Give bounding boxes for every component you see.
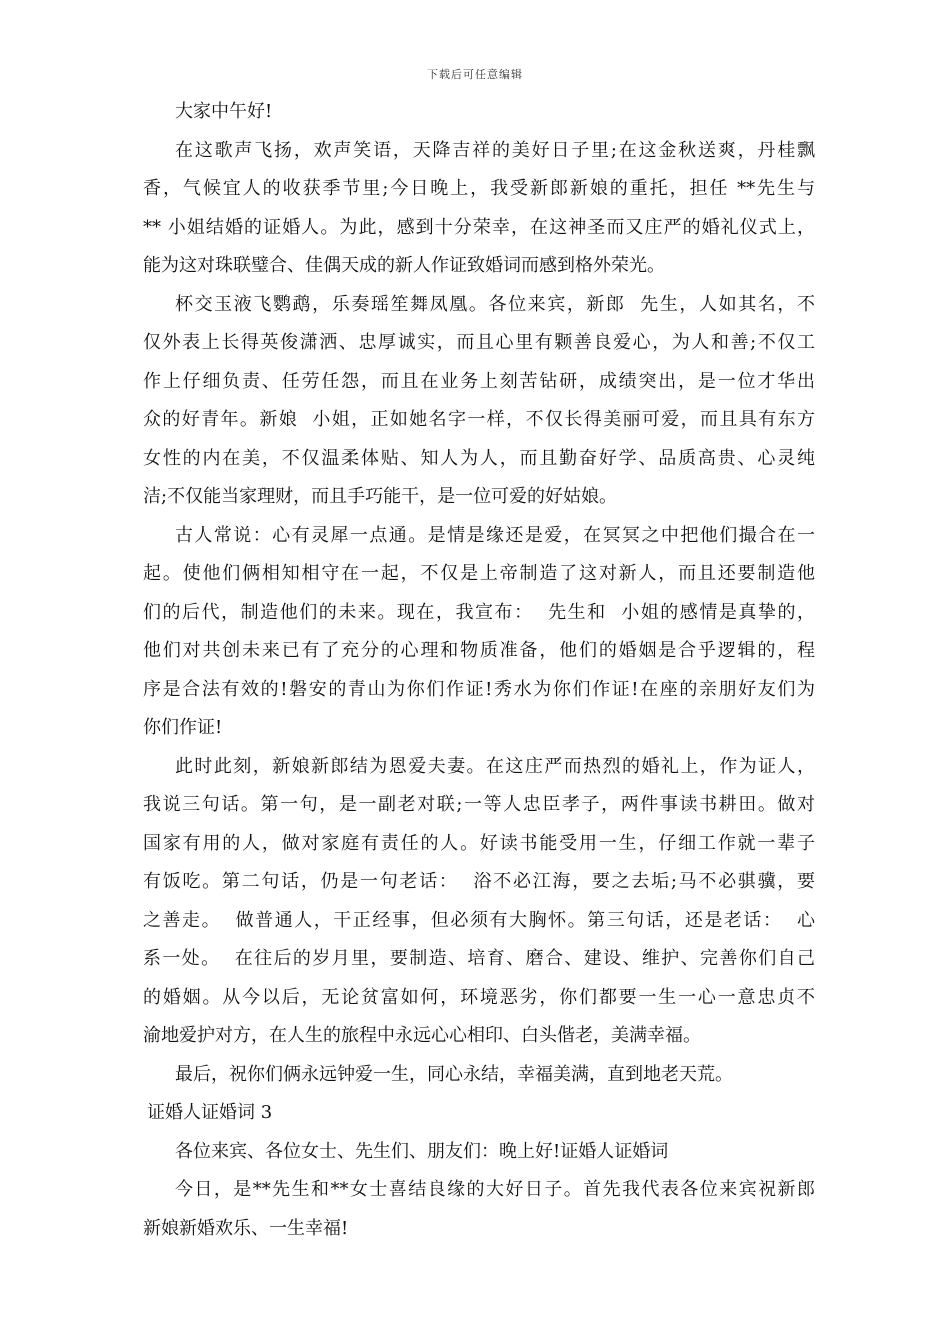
text-line: 之善走。 做普通人，干正经事，但必须有大胸怀。第三句话，还是老话： 心 (143, 909, 815, 931)
text-line: 最后，祝你们俩永远钟爱一生，同心永结，幸福美满，直到地老天荒。 (175, 1063, 733, 1085)
text-line: 众的好青年。新娘 小姐，正如她名字一样，不仅长得美丽可爱，而且具有东方 (143, 409, 815, 430)
text-line: 仅外表上长得英俊潇洒、忠厚诚实，而且心里有颗善良爱心，为人和善;不仅工 (143, 332, 815, 353)
text-line: 你们作证! (143, 717, 223, 738)
text-line: ** 小姐结婚的证婚人。为此，感到十分荣幸，在这神圣而又庄严的婚礼仪式上， (143, 216, 815, 238)
text-line: 我说三句话。第一句，是一副老对联;一等人忠臣孝子，两件事读书耕田。做对 (143, 794, 815, 815)
text-line: 古人常说：心有灵犀一点通。是情是缘还是爱，在冥冥之中把他们撮合在一 (175, 524, 815, 546)
text-line: 的婚姻。从今以后，无论贫富如何，环境恶劣，你们都要一生一心一意忠贞不 (143, 986, 815, 1008)
text-line: 杯交玉液飞鹦鹉，乐奏瑶笙舞凤凰。各位来宾，新郎 先生，人如其名，不 (175, 293, 815, 315)
text-line: 新娘新婚欢乐、一生幸福! (143, 1217, 349, 1239)
text-line: 能为这对珠联璧合、佳偶天成的新人作证致婚词而感到格外荣光。 (143, 255, 665, 276)
text-line: 他们对共创未来已有了充分的心理和物质准备，他们的婚姻是合乎逻辑的，程 (143, 640, 815, 661)
text-line: 香，气候宜人的收获季节里;今日晚上，我受新郎新娘的重托，担任 **先生与 (143, 178, 815, 199)
text-line: 各位来宾、各位女士、先生们、朋友们：晚上好!证婚人证婚词 (175, 1140, 669, 1162)
text-line: 女性的内在美，不仅温柔体贴、知人为人，而且勤奋好学、品质高贵、心灵纯 (143, 447, 815, 469)
text-line: 有饭吃。第二句话，仍是一句老话： 浴不必江海，要之去垢;马不必骐骥，要 (143, 871, 815, 892)
text-line: 此时此刻，新娘新郎结为恩爱夫妻。在这庄严而热烈的婚礼上，作为证人， (175, 755, 815, 777)
text-line: 作上仔细负责、任劳任怨，而且在业务上刻苦钻研，成绩突出，是一位才华出 (143, 370, 815, 392)
text-line: 国家有用的人，做对家庭有责任的人。好读书能受用一生，仔细工作就一辈子 (143, 832, 815, 854)
text-line: 们的后代，制造他们的未来。现在，我宣布： 先生和 小姐的感情是真挚的， (143, 601, 815, 623)
section-heading: 证婚人证婚词 3 (147, 1102, 273, 1123)
page-header: 下载后可任意编辑 (427, 68, 523, 81)
text-line: 序是合法有效的!磐安的青山为你们作证!秀水为你们作证!在座的亲朋好友们为 (143, 678, 815, 700)
text-line: 在这歌声飞扬，欢声笑语，天降吉祥的美好日子里;在这金秋送爽，丹桂飘 (175, 139, 815, 161)
text-line: 今日，是**先生和**女士喜结良缘的大好日子。首先我代表各位来宾祝新郎 (175, 1179, 815, 1200)
text-line: 渝地爱护对方，在人生的旅程中永远心心相印、白头偕老，美满幸福。 (143, 1025, 701, 1046)
document-body (143, 93, 815, 1248)
text-line: 起。使他们俩相知相守在一起，不仅是上帝制造了这对新人，而且还要制造他 (143, 563, 815, 584)
text-line: 洁;不仅能当家理财，而且手巧能干，是一位可爱的好姑娘。 (143, 486, 618, 507)
text-line: 系一处。 在往后的岁月里，要制造、培育、磨合、建设、维护、完善你们自己 (143, 948, 815, 969)
text-line: 大家中午好! (175, 101, 273, 122)
